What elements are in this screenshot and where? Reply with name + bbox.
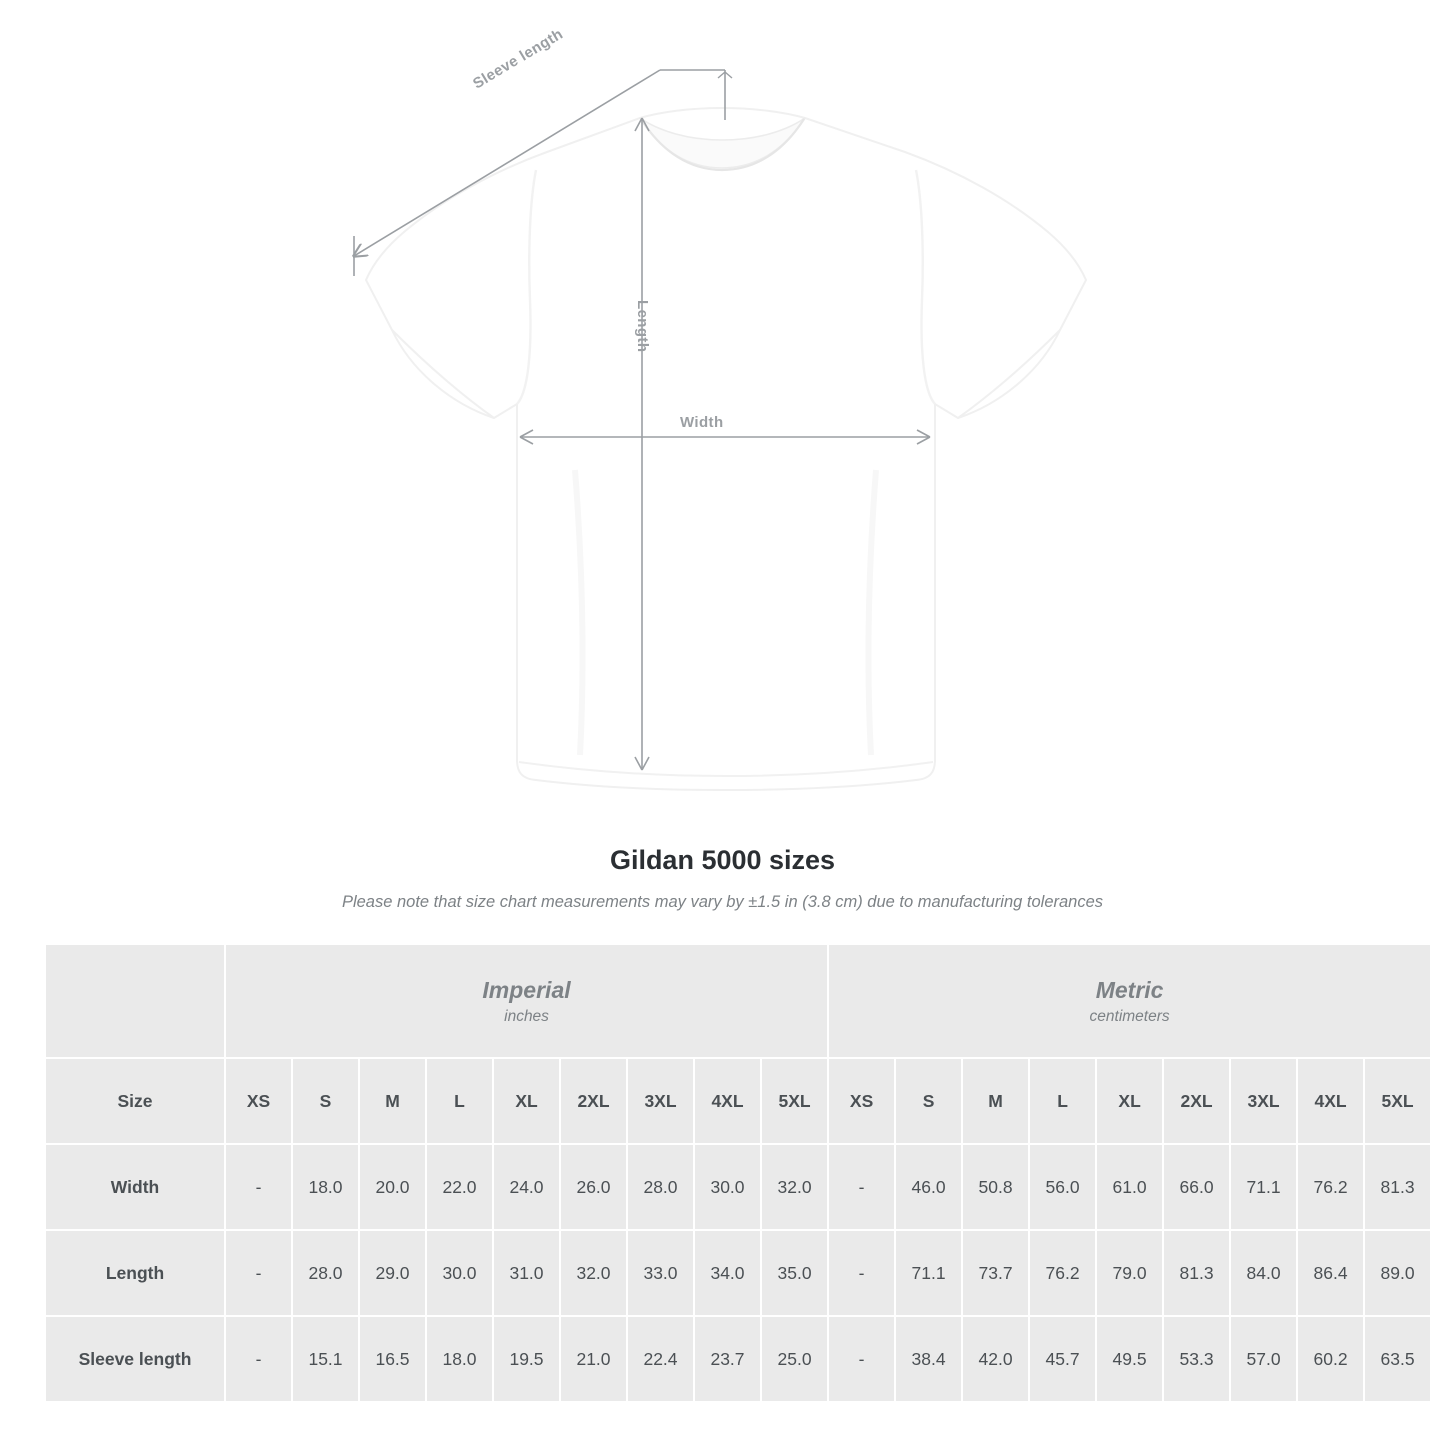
row-label-sleeve-length: Sleeve length [46, 1317, 224, 1401]
cell-length-met-s: 71.1 [896, 1231, 961, 1315]
size-header-4xl-imp: 4XL [695, 1059, 760, 1143]
cell-length-met-4xl: 86.4 [1298, 1231, 1363, 1315]
cell-sleeve-imp-l: 18.0 [427, 1317, 492, 1401]
row-label-length: Length [46, 1231, 224, 1315]
cell-length-imp-xs: - [226, 1231, 291, 1315]
size-header-s-imp: S [293, 1059, 358, 1143]
size-header-m-met: M [963, 1059, 1028, 1143]
table-row [46, 1317, 1430, 1401]
size-header-4xl-met: 4XL [1298, 1059, 1363, 1143]
cell-width-met-5xl: 81.3 [1365, 1145, 1430, 1229]
cell-width-met-4xl: 76.2 [1298, 1145, 1363, 1229]
size-header-xl-met: XL [1097, 1059, 1162, 1143]
size-chart-table [44, 943, 1432, 1403]
cell-length-met-m: 73.7 [963, 1231, 1028, 1315]
cell-sleeve-met-2xl: 53.3 [1164, 1317, 1229, 1401]
unit-group-metric-sub: centimeters [1089, 1007, 1170, 1025]
size-header-xs-imp: XS [226, 1059, 291, 1143]
cell-length-met-3xl: 84.0 [1231, 1231, 1296, 1315]
size-header-3xl-met: 3XL [1231, 1059, 1296, 1143]
cell-length-met-2xl: 81.3 [1164, 1231, 1229, 1315]
cell-width-met-2xl: 66.0 [1164, 1145, 1229, 1229]
size-header-m-imp: M [360, 1059, 425, 1143]
cell-width-imp-3xl: 28.0 [628, 1145, 693, 1229]
cell-sleeve-met-5xl: 63.5 [1365, 1317, 1430, 1401]
cell-sleeve-met-xs: - [829, 1317, 894, 1401]
cell-sleeve-met-l: 45.7 [1030, 1317, 1095, 1401]
cell-sleeve-imp-xs: - [226, 1317, 291, 1401]
cell-sleeve-met-4xl: 60.2 [1298, 1317, 1363, 1401]
cell-sleeve-imp-m: 16.5 [360, 1317, 425, 1401]
cell-sleeve-imp-3xl: 22.4 [628, 1317, 693, 1401]
cell-length-imp-2xl: 32.0 [561, 1231, 626, 1315]
cell-length-met-xs: - [829, 1231, 894, 1315]
cell-width-met-xs: - [829, 1145, 894, 1229]
cell-sleeve-met-m: 42.0 [963, 1317, 1028, 1401]
cell-length-imp-5xl: 35.0 [762, 1231, 827, 1315]
cell-width-imp-l: 22.0 [427, 1145, 492, 1229]
size-header-5xl-met: 5XL [1365, 1059, 1430, 1143]
cell-width-met-s: 46.0 [896, 1145, 961, 1229]
table-row [46, 1231, 1430, 1315]
cell-sleeve-met-xl: 49.5 [1097, 1317, 1162, 1401]
unit-group-metric-name: Metric [1095, 976, 1164, 1003]
size-header-row [46, 1059, 1430, 1143]
size-header-2xl-imp: 2XL [561, 1059, 626, 1143]
cell-sleeve-imp-xl: 19.5 [494, 1317, 559, 1401]
size-header-label: Size [46, 1059, 224, 1143]
sleeve-length-label: Sleeve length [470, 25, 567, 93]
cell-width-imp-m: 20.0 [360, 1145, 425, 1229]
cell-width-met-m: 50.8 [963, 1145, 1028, 1229]
size-header-xl-imp: XL [494, 1059, 559, 1143]
cell-width-met-3xl: 71.1 [1231, 1145, 1296, 1229]
cell-width-imp-4xl: 30.0 [695, 1145, 760, 1229]
unit-group-metric [829, 945, 1430, 1057]
cell-width-imp-2xl: 26.0 [561, 1145, 626, 1229]
cell-sleeve-imp-4xl: 23.7 [695, 1317, 760, 1401]
cell-length-imp-s: 28.0 [293, 1231, 358, 1315]
width-label: Width [680, 414, 724, 431]
unit-group-row [46, 945, 1430, 1057]
size-header-s-met: S [896, 1059, 961, 1143]
size-header-xs-met: XS [829, 1059, 894, 1143]
cell-sleeve-imp-5xl: 25.0 [762, 1317, 827, 1401]
cell-length-met-xl: 79.0 [1097, 1231, 1162, 1315]
cell-width-imp-xl: 24.0 [494, 1145, 559, 1229]
cell-length-met-5xl: 89.0 [1365, 1231, 1430, 1315]
size-header-l-imp: L [427, 1059, 492, 1143]
cell-length-imp-l: 30.0 [427, 1231, 492, 1315]
length-label: Length [634, 300, 651, 353]
cell-sleeve-met-3xl: 57.0 [1231, 1317, 1296, 1401]
unit-group-imperial-sub: inches [504, 1007, 549, 1025]
cell-length-imp-3xl: 33.0 [628, 1231, 693, 1315]
unit-group-imperial [226, 945, 827, 1057]
size-chart-table-wrap [44, 943, 1415, 1403]
cell-width-met-xl: 61.0 [1097, 1145, 1162, 1229]
unit-group-imperial-name: Imperial [482, 976, 571, 1003]
cell-width-imp-5xl: 32.0 [762, 1145, 827, 1229]
page-title: Gildan 5000 sizes [609, 845, 836, 875]
cell-length-imp-xl: 31.0 [494, 1231, 559, 1315]
table-row [46, 1145, 1430, 1229]
cell-length-met-l: 76.2 [1030, 1231, 1095, 1315]
size-header-3xl-imp: 3XL [628, 1059, 693, 1143]
cell-width-imp-s: 18.0 [293, 1145, 358, 1229]
size-header-2xl-met: 2XL [1164, 1059, 1229, 1143]
size-header-5xl-imp: 5XL [762, 1059, 827, 1143]
tshirt-shape [366, 108, 1086, 790]
cell-length-imp-m: 29.0 [360, 1231, 425, 1315]
cell-width-imp-xs: - [226, 1145, 291, 1229]
cell-sleeve-met-s: 38.4 [896, 1317, 961, 1401]
cell-sleeve-imp-s: 15.1 [293, 1317, 358, 1401]
cell-width-met-l: 56.0 [1030, 1145, 1095, 1229]
size-header-l-met: L [1030, 1059, 1095, 1143]
cell-sleeve-imp-2xl: 21.0 [561, 1317, 626, 1401]
row-label-width: Width [46, 1145, 224, 1229]
unit-row-spacer [46, 945, 224, 1057]
cell-length-imp-4xl: 34.0 [695, 1231, 760, 1315]
tolerance-note: Please note that size chart measurements may vary by ±1.5 in (3.8 cm) due to manufacturing tolerances [341, 893, 1104, 911]
